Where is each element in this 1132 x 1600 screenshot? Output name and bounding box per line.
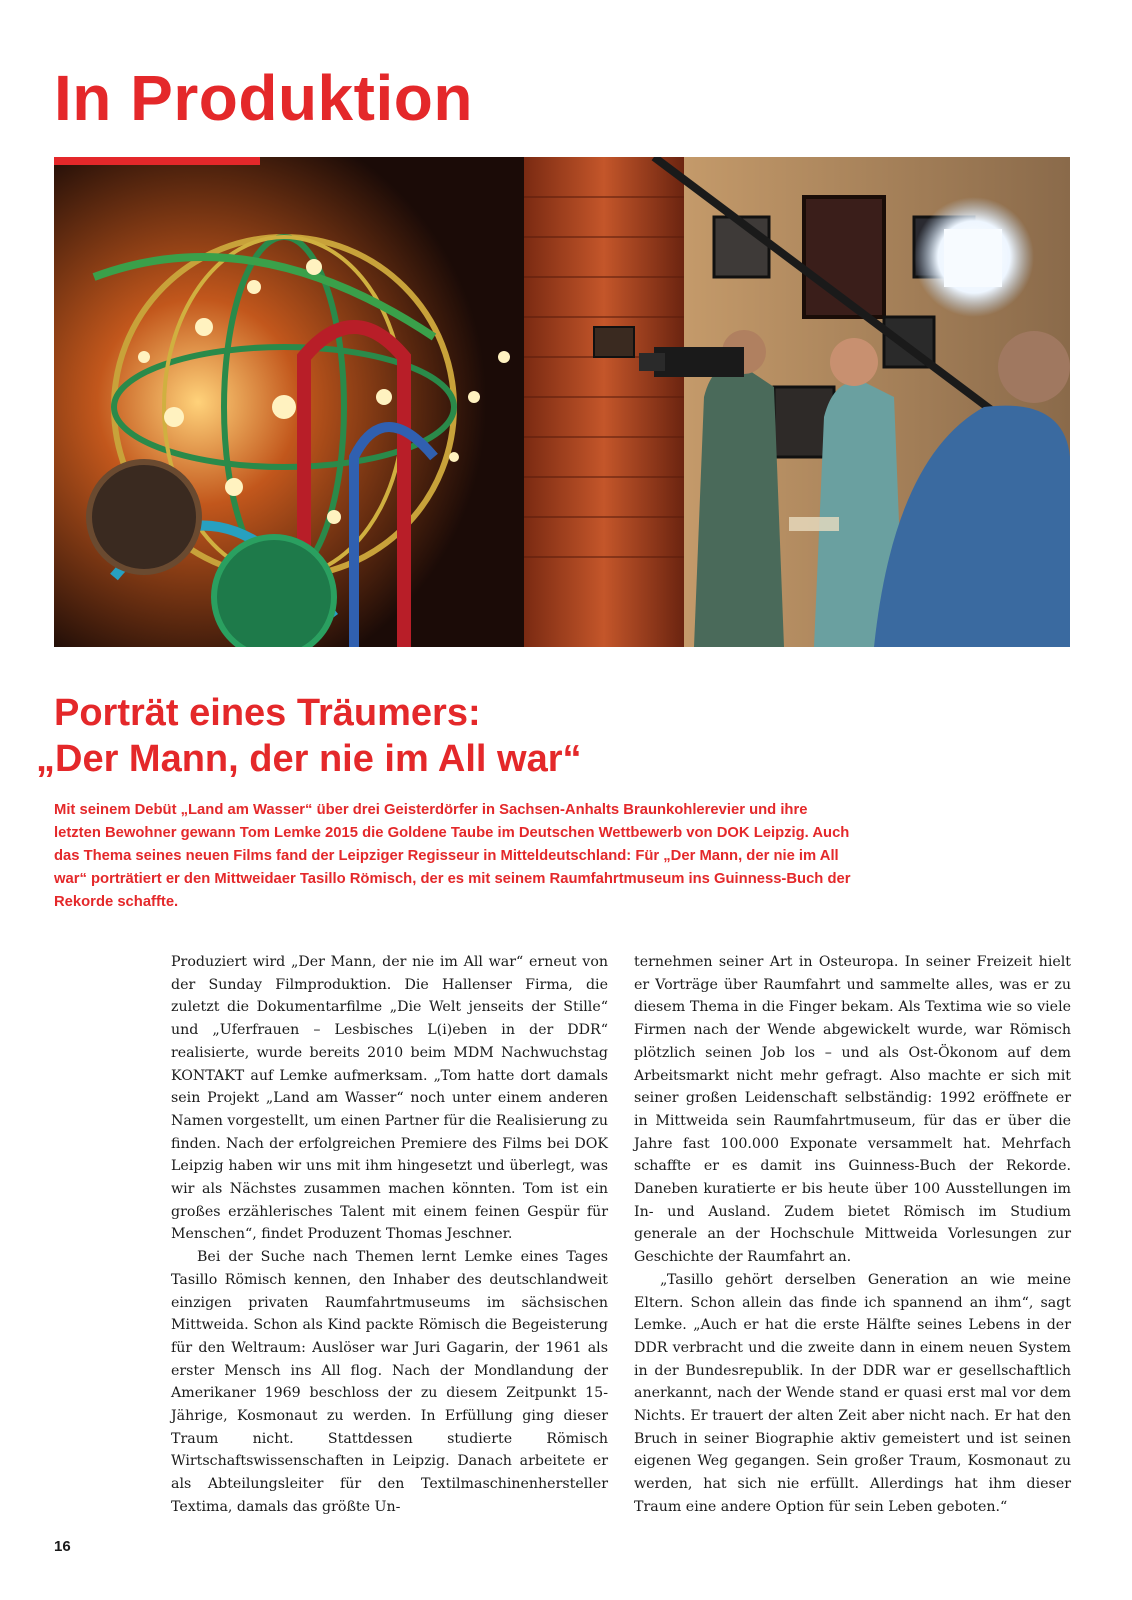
title-accent-bar (54, 157, 260, 165)
article-photo (54, 157, 1070, 647)
article-headline (36, 690, 582, 782)
body-column-2 (634, 951, 1071, 1519)
body-paragraph: ternehmen seiner Art in Osteuropa. In seiner Freizeit hielt er Vorträge über Raumfahrt und sammelte alles, was er zu diesem Thema in die Finger bekam. Als Textima wie so viele Firmen nach der Wende abgewickelt wurde, war Römisch plötzlich seinen Job los – und als Ost-Ökonom auf dem Arbeitsmarkt nicht mehr gefragt. Also machte er sich mit seiner großen Leidenschaft selbständig: 1992 eröffnete er in Mittweida sein Raumfahrtmuseum, für das er über die Jahre fast 100.000 Exponate versammelt hat. Mehrfach schaffte er es damit ins Guinness-Buch der Rekorde. Daneben kuratierte er bis heute über 100 Ausstellungen im In- und Ausland. Zudem bietet Römisch im Studium generale an der Hochschule Mittweida Vorlesungen zur Geschichte der Raumfahrt an. (634, 954, 1071, 1266)
film-set-illustration (54, 157, 1070, 647)
page-number: 16 (54, 1538, 71, 1555)
article-lead: Mit seinem Debüt „Land am Wasser“ über drei Geisterdörfer in Sachsen-Anhalts Braunkohlerevier und ihre letzten Bewohner gewann Tom Lemke 2015 die Goldene Taube im Deutschen Wettbewerb von DOK Leipzig. Auch das Thema seines neuen Films fand der Leipziger Regisseur in Mitteldeutschland: Für „Der Mann, der nie im All war“ porträtiert er den Mittweidaer Tasillo Römisch, der es mit seinem Raumfahrtmuseum ins Guinness-Buch der Rekorde schaffte. (54, 802, 851, 910)
headline-line-1: Porträt eines Träumers: (54, 692, 481, 734)
article-body (171, 951, 1071, 1519)
section-title: In Produktion (54, 62, 473, 134)
body-paragraph: „Tasillo gehört derselben Generation an wie meine Eltern. Schon allein das finde ich spannend an ihm“, sagt Lemke. „Auch er hat die erste Hälfte seines Lebens in der DDR verbracht und die zweite dann in einem neuen System in der Bundesrepublik. In der DDR war er gesellschaftlich anerkannt, nach der Wende stand er quasi erst mal vor dem Nichts. Er trauert der alten Zeit aber nicht nach. Er hat den Bruch in seiner Biographie aktiv gemeistert und ist seinen eigenen Weg gegangen. Sein großer Traum, Kosmonaut zu werden, hat sich nie erfüllt. Allerdings hat ihm dieser Traum eine andere Option für sein Leben geboten.“ (634, 1271, 1071, 1515)
body-paragraph: Bei der Suche nach Themen lernt Lemke eines Tages Tasillo Römisch kennen, den Inhaber des deutschlandweit einzigen privaten Raumfahrtmuseums im sächsischen Mittweida. Schon als Kind packte Römisch die Begeisterung für den Weltraum: Auslöser war Juri Gagarin, der 1961 als erster Mensch ins All flog. Nach der Mondlandung der Amerikaner 1969 beschloss der zu diesem Zeitpunkt 15-Jährige, Kosmonaut zu werden. In Erfüllung ging dieser Traum nicht. Stattdessen studierte Römisch Wirtschaftswissenschaften in Leipzig. Danach arbeitete er als Abteilungsleiter für den Textilmaschinenhersteller Textima, damals das größte Un- (171, 1249, 608, 1515)
body-paragraph: Produziert wird „Der Mann, der nie im All war“ erneut von der Sunday Filmproduktion. Die Hallenser Firma, die zuletzt die Dokumentarfilme „Die Welt jenseits der Stille“ und „Uferfrauen – Lesbisches L(i)eben in der DDR“ realisierte, wurde bereits 2010 beim MDM Nachwuchstag KONTAKT auf Lemke aufmerksam. „Tom hatte dort damals sein Projekt „Land am Wasser“ noch unter einem anderen Namen vorgestellt, um einen Partner für die Realisierung zu finden. Nach der erfolgreichen Premiere des Films bei DOK Leipzig haben wir uns mit ihm hingesetzt und überlegt, was wir als Nächstes zusammen machen könnten. Tom ist ein großes erzählerisches Talent mit einem feinen Gespür für Menschen“, findet Produzent Thomas Jeschner. (171, 954, 608, 1243)
headline-line-2: „Der Mann, der nie im All war“ (36, 738, 582, 780)
body-column-1 (171, 951, 608, 1519)
